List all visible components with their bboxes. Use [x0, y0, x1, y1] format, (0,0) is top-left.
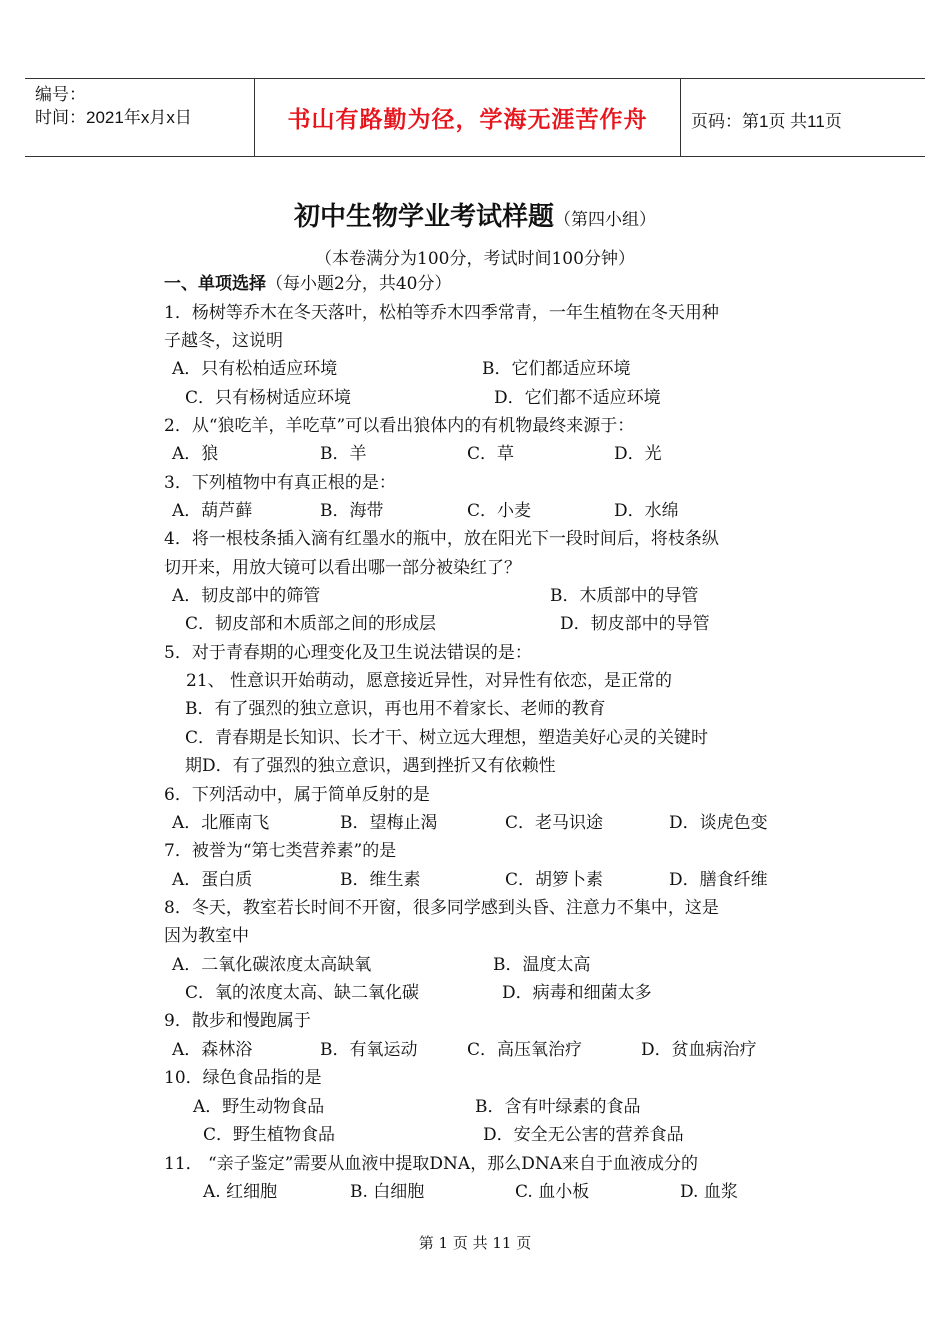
question-line: 7．被誉为“第七类营养素”的是: [164, 841, 397, 861]
option: C．老马识途: [505, 813, 604, 833]
option: A．北雁南飞: [172, 813, 270, 833]
question-line: 10．绿色食品指的是: [164, 1068, 322, 1088]
option: D．韧皮部中的导管: [560, 614, 710, 634]
option: A．野生动物食品: [193, 1097, 325, 1117]
option: B. 白细胞: [350, 1182, 425, 1202]
option: C．胡箩卜素: [505, 870, 604, 890]
option: B．海带: [320, 501, 384, 521]
page-title: [0, 196, 950, 233]
option: A．二氧化碳浓度太高缺氧: [172, 955, 372, 975]
question-line: 切开来，用放大镜可以看出哪一部分被染红了？: [164, 558, 521, 578]
option: C．青春期是长知识、长才干、树立远大理想，塑造美好心灵的关键时: [185, 728, 709, 748]
option: D．谈虎色变: [669, 813, 768, 833]
option: B．它们都适应环境: [482, 359, 631, 379]
option: B．望梅止渴: [340, 813, 438, 833]
header-meta: [35, 83, 192, 129]
option: A. 红细胞: [203, 1182, 278, 1202]
option: 21、 性意识开始萌动，愿意接近异性，对异性有依恋，是正常的: [186, 671, 673, 691]
header-number-label: 编号：: [35, 85, 86, 104]
option: A．森林浴: [172, 1040, 253, 1060]
question-line: 8．冬天，教室若长时间不开窗，很多同学感到头昏、注意力不集中，这是: [164, 898, 719, 918]
option: D．病毒和细菌太多: [502, 983, 652, 1003]
option: A．狼: [172, 444, 219, 464]
option: B．羊: [320, 444, 367, 464]
option: C．小麦: [467, 501, 532, 521]
page-footer: 第 1 页 共 11 页: [418, 1234, 532, 1252]
question-line: 4．将一根枝条插入滴有红墨水的瓶中，放在阳光下一段时间后，将枝条纵: [164, 529, 719, 549]
option: C．只有杨树适应环境: [185, 388, 352, 408]
option: B．含有叶绿素的食品: [475, 1097, 641, 1117]
section-heading-label: 一、单项选择: [164, 274, 266, 294]
option: 期D．有了强烈的独立意识，遇到挫折又有依赖性: [185, 756, 556, 776]
question-line: 因为教室中: [164, 926, 249, 946]
question-line: 9．散步和慢跑属于: [164, 1011, 311, 1031]
option: C．氧的浓度太高、缺二氧化碳: [185, 983, 420, 1003]
option: C．韧皮部和木质部之间的形成层: [185, 614, 437, 634]
header-page-info: 页码：第1页 共11页: [691, 112, 842, 131]
title-sub: （第四小组）: [554, 210, 656, 230]
option: B．温度太高: [493, 955, 591, 975]
question-line: 5．对于青春期的心理变化及卫生说法错误的是：: [164, 643, 532, 663]
option: C．草: [467, 444, 515, 464]
option: D．它们都不适应环境: [494, 388, 661, 408]
question-line: 1．杨树等乔木在冬天落叶，松柏等乔木四季常青，一年生植物在冬天用种: [164, 303, 719, 323]
question-line: 子越冬，这说明: [164, 331, 283, 351]
option: D．贫血病治疗: [641, 1040, 757, 1060]
section-heading-note: （每小题2分，共40分）: [266, 274, 452, 294]
option: D．水绵: [614, 501, 679, 521]
option: A．葫芦藓: [172, 501, 253, 521]
option: C．野生植物食品: [203, 1125, 336, 1145]
exam-note: （本卷满分为100分，考试时间100分钟）: [315, 249, 635, 269]
option: A．韧皮部中的筛管: [172, 586, 321, 606]
question-line: 6．下列活动中，属于简单反射的是: [164, 785, 430, 805]
option: C. 血小板: [515, 1182, 590, 1202]
option: B．有了强烈的独立意识，再也用不着家长、老师的教育: [185, 699, 606, 719]
page-header: [25, 78, 925, 157]
option: A．蛋白质: [172, 870, 253, 890]
question-line: 3．下列植物中有真正根的是：: [164, 473, 396, 493]
option: B．木质部中的导管: [550, 586, 699, 606]
question-line: 11． “亲子鉴定”需要从血液中提取DNA，那么DNA来自于血液成分的: [164, 1154, 698, 1174]
option: A．只有松柏适应环境: [172, 359, 338, 379]
option: D．安全无公害的营养食品: [483, 1125, 684, 1145]
header-time-label: 时间：2021年x月x日: [35, 108, 192, 127]
section-heading: [164, 273, 451, 295]
option: B．有氧运动: [320, 1040, 418, 1060]
option: D. 血浆: [680, 1182, 738, 1202]
question-line: 2．从“狼吃羊，羊吃草”可以看出狼体内的有机物最终来源于：: [164, 416, 635, 436]
option: C．高压氧治疗: [467, 1040, 583, 1060]
option: B．维生素: [340, 870, 421, 890]
header-divider: [680, 79, 681, 156]
header-motto: 书山有路勤为径，学海无涯苦作舟: [287, 107, 648, 133]
option: D．光: [614, 444, 662, 464]
option: D．膳食纤维: [669, 870, 768, 890]
title-main: 初中生物学业考试样题: [293, 202, 554, 232]
